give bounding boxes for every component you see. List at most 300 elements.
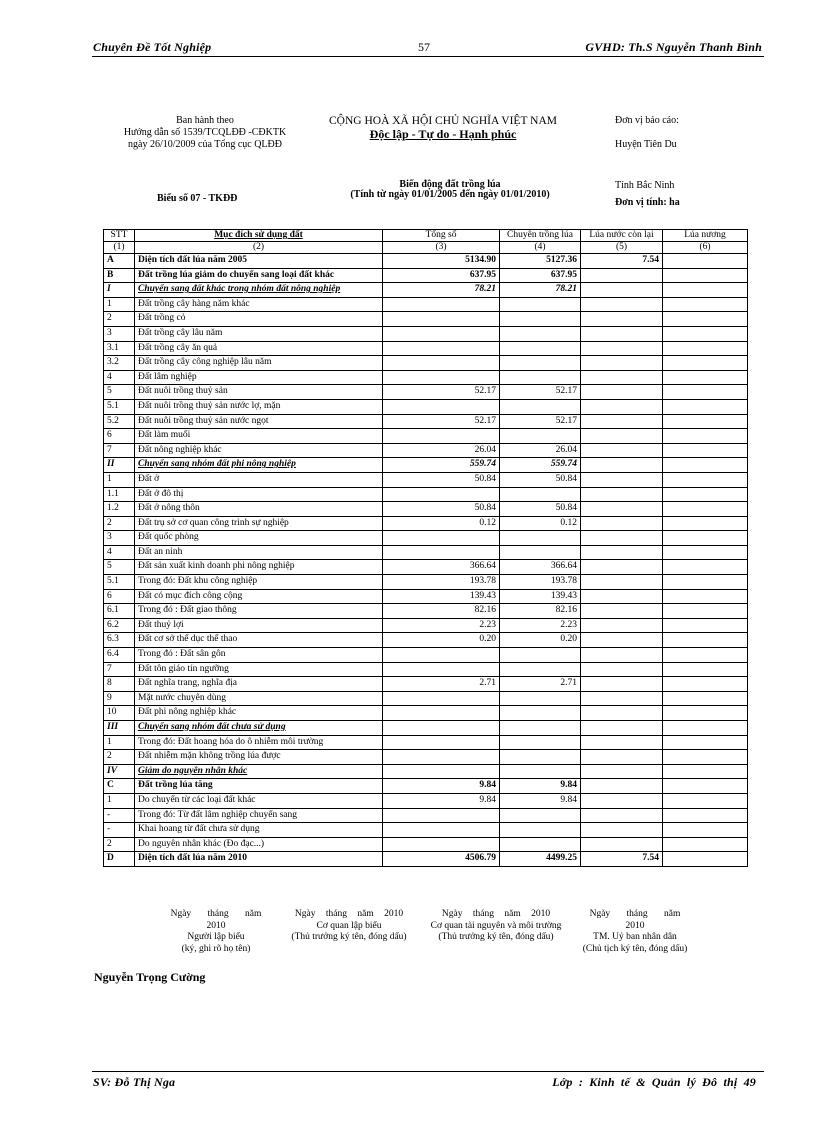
cell-upland-rice [663, 385, 748, 400]
cell-upland-rice [663, 575, 748, 590]
cell-total: 637.95 [383, 268, 500, 283]
table-row [104, 852, 748, 867]
cell-purpose: Đất thuỷ lợi [135, 618, 383, 633]
cell-purpose: Đất phi nông nghiệp khác [135, 706, 383, 721]
cell-purpose: Đất ở nông thôn [135, 502, 383, 517]
cell-total: 0.20 [383, 633, 500, 648]
cell-stt: III [104, 721, 135, 736]
cell-stt: 10 [104, 706, 135, 721]
cell-purpose: Chuyển sang nhóm đất chưa sử dụng [135, 721, 383, 736]
cell-upland-rice [663, 356, 748, 371]
cell-purpose: Đất nuôi trồng thuỷ sản nước ngọt [135, 414, 383, 429]
cell-rice [500, 429, 581, 444]
cell-purpose: Đất trồng cây lâu năm [135, 326, 383, 341]
issuer-block [110, 115, 300, 151]
header-left: Chuyên Đề Tốt Nghiệp [93, 40, 212, 54]
signature-role: Người lập biểu [187, 932, 245, 942]
cell-other-rice [581, 560, 663, 575]
table-row [104, 283, 748, 298]
cell-total [383, 823, 500, 838]
cell-purpose: Trong đó: Đất khu công nghiệp [135, 575, 383, 590]
cell-stt: 5.1 [104, 399, 135, 414]
table-row [104, 691, 748, 706]
cell-other-rice [581, 735, 663, 750]
cell-stt: 6.2 [104, 618, 135, 633]
cell-rice [500, 531, 581, 546]
cell-upland-rice [663, 458, 748, 473]
signature-note: (Thủ trưởng ký tên, đóng dấu) [438, 932, 554, 942]
cell-total: 52.17 [383, 414, 500, 429]
cell-other-rice [581, 721, 663, 736]
cell-purpose: Đất tôn giáo tín ngưỡng [135, 662, 383, 677]
table-row [104, 808, 748, 823]
signature-date: Ngày tháng năm [589, 909, 681, 919]
signature-date-year: 2010 [625, 920, 645, 931]
cell-total [383, 545, 500, 560]
cell-purpose: Do nguyên nhân khác (Đo đạc...) [135, 837, 383, 852]
cell-rice [500, 662, 581, 677]
form-title: Biến động đất trồng lúa [399, 179, 501, 190]
cell-other-rice [581, 793, 663, 808]
cell-stt: C [104, 779, 135, 794]
cell-other-rice [581, 589, 663, 604]
cell-rice: 50.84 [500, 472, 581, 487]
land-change-table [103, 229, 748, 867]
cell-purpose: Đất nuôi trồng thuỷ sản nước lợ, mặn [135, 399, 383, 414]
cell-upland-rice [663, 779, 748, 794]
cell-stt: 3.1 [104, 341, 135, 356]
signature-role: Cơ quan tài nguyên và môi trường [430, 920, 562, 931]
cell-other-rice [581, 487, 663, 502]
cell-rice [500, 648, 581, 663]
cell-stt: 4 [104, 370, 135, 385]
cell-total [383, 370, 500, 385]
cell-upland-rice [663, 764, 748, 779]
cell-other-rice [581, 706, 663, 721]
cell-stt: 6.1 [104, 604, 135, 619]
cell-stt: B [104, 268, 135, 283]
cell-other-rice [581, 516, 663, 531]
cell-rice: 0.12 [500, 516, 581, 531]
cell-stt: - [104, 808, 135, 823]
cell-other-rice [581, 808, 663, 823]
cell-upland-rice [663, 721, 748, 736]
cell-total: 82.16 [383, 604, 500, 619]
cell-stt: II [104, 458, 135, 473]
cell-rice [500, 837, 581, 852]
nation-title: CỘNG HOÀ XÃ HỘI CHỦ NGHĨA VIỆT NAM [329, 115, 557, 127]
cell-other-rice [581, 764, 663, 779]
table-row [104, 560, 748, 575]
table-row [104, 370, 748, 385]
cell-rice [500, 370, 581, 385]
signature-date: Ngày tháng năm 2010 [441, 909, 551, 919]
cell-rice: 78.21 [500, 283, 581, 298]
cell-stt: 1 [104, 735, 135, 750]
cell-rice: 9.84 [500, 779, 581, 794]
footer-rule [92, 1071, 764, 1072]
cell-total: 78.21 [383, 283, 500, 298]
cell-other-rice [581, 268, 663, 283]
cell-total [383, 356, 500, 371]
cell-stt: 6 [104, 429, 135, 444]
cell-stt: I [104, 283, 135, 298]
table-row [104, 604, 748, 619]
cell-other-rice [581, 531, 663, 546]
signature-note: (Chủ tịch ký tên, đóng dấu) [582, 943, 688, 954]
cell-rice: 0.20 [500, 633, 581, 648]
cell-purpose: Đất nghĩa trang, nghĩa địa [135, 677, 383, 692]
table-row [104, 356, 748, 371]
cell-upland-rice [663, 837, 748, 852]
table-row [104, 443, 748, 458]
cell-stt: 1 [104, 297, 135, 312]
cell-stt: 2 [104, 837, 135, 852]
cell-purpose: Diện tích đất lúa năm 2010 [135, 852, 383, 867]
table-row [104, 516, 748, 531]
cell-purpose: Đất nuôi trồng thuỷ sản [135, 385, 383, 400]
cell-other-rice [581, 326, 663, 341]
cell-other-rice [581, 399, 663, 414]
cell-other-rice [581, 472, 663, 487]
table-row [104, 618, 748, 633]
cell-upland-rice [663, 414, 748, 429]
cell-rice [500, 735, 581, 750]
table-row [104, 429, 748, 444]
cell-other-rice [581, 429, 663, 444]
cell-other-rice: 7.54 [581, 852, 663, 867]
cell-upland-rice [663, 750, 748, 765]
cell-upland-rice [663, 326, 748, 341]
signature-role: TM. Uỷ ban nhân dân [593, 932, 677, 942]
cell-purpose: Đất trồng lúa giảm do chuyển sang loại đất khác [135, 268, 383, 283]
cell-other-rice [581, 545, 663, 560]
table-row [104, 648, 748, 663]
table-row [104, 779, 748, 794]
cell-stt: 5.2 [104, 414, 135, 429]
signature-role: Cơ quan lập biểu [316, 920, 382, 931]
table-row [104, 545, 748, 560]
cell-total: 26.04 [383, 443, 500, 458]
cell-rice [500, 356, 581, 371]
header-right: GVHD: Th.S Nguyễn Thanh Bình [585, 40, 762, 54]
cell-upland-rice [663, 589, 748, 604]
cell-purpose: Đất trồng cây công nghiệp lâu năm [135, 356, 383, 371]
cell-total: 9.84 [383, 779, 500, 794]
col-number: (1) [104, 242, 135, 254]
cell-other-rice [581, 779, 663, 794]
table-row [104, 662, 748, 677]
table-row [104, 487, 748, 502]
cell-other-rice: 7.54 [581, 254, 663, 269]
cell-other-rice [581, 502, 663, 517]
cell-stt: D [104, 852, 135, 867]
cell-total [383, 341, 500, 356]
cell-rice [500, 487, 581, 502]
cell-rice [500, 706, 581, 721]
cell-stt: 4 [104, 545, 135, 560]
cell-upland-rice [663, 560, 748, 575]
cell-total: 0.12 [383, 516, 500, 531]
cell-other-rice [581, 414, 663, 429]
cell-upland-rice [663, 648, 748, 663]
table-row [104, 793, 748, 808]
cell-purpose: Diện tích đất lúa năm 2005 [135, 254, 383, 269]
issuer-line: ngày 26/10/2009 của Tổng cục QLĐĐ [128, 139, 282, 150]
nation-motto: Độc lập - Tự do - Hạnh phúc [369, 127, 517, 141]
cell-total: 193.78 [383, 575, 500, 590]
cell-other-rice [581, 618, 663, 633]
cell-rice: 50.84 [500, 502, 581, 517]
header-purpose: Mục đích sử dụng đất [135, 230, 383, 242]
table-row [104, 268, 748, 283]
cell-total: 4506.79 [383, 852, 500, 867]
cell-total [383, 399, 500, 414]
col-number: (6) [663, 242, 748, 254]
signature-date-year: 2010 [206, 920, 226, 931]
cell-upland-rice [663, 735, 748, 750]
cell-stt: 5 [104, 385, 135, 400]
signer-name: Nguyễn Trọng Cường [94, 970, 206, 984]
cell-purpose: Đất cơ sở thể dục thể thao [135, 633, 383, 648]
header-rule [92, 56, 764, 57]
cell-rice [500, 808, 581, 823]
cell-other-rice [581, 312, 663, 327]
cell-upland-rice [663, 793, 748, 808]
signature-note: (ký, ghi rõ họ tên) [181, 943, 251, 954]
cell-purpose: Đất trồng cây hàng năm khác [135, 297, 383, 312]
cell-stt: 7 [104, 662, 135, 677]
cell-rice: 2.23 [500, 618, 581, 633]
cell-total: 559.74 [383, 458, 500, 473]
col-number: (4) [500, 242, 581, 254]
cell-total [383, 750, 500, 765]
cell-upland-rice [663, 691, 748, 706]
report-unit-district: Huyện Tiên Du [615, 139, 677, 150]
cell-rice [500, 823, 581, 838]
cell-rice [500, 721, 581, 736]
table-row [104, 341, 748, 356]
cell-total [383, 531, 500, 546]
cell-total: 366.64 [383, 560, 500, 575]
signature-note: (Thủ trưởng ký tên, đóng dấu) [291, 932, 407, 942]
cell-stt: 8 [104, 677, 135, 692]
cell-upland-rice [663, 662, 748, 677]
table-row [104, 502, 748, 517]
cell-stt: 2 [104, 312, 135, 327]
cell-rice: 559.74 [500, 458, 581, 473]
cell-rice: 4499.25 [500, 852, 581, 867]
cell-purpose: Đất an ninh [135, 545, 383, 560]
cell-stt: 7 [104, 443, 135, 458]
cell-purpose: Chuyển sang đất khác trong nhóm đất nông nghiệp [135, 283, 383, 298]
cell-rice: 82.16 [500, 604, 581, 619]
cell-other-rice [581, 750, 663, 765]
table-row [104, 837, 748, 852]
cell-stt: 5.1 [104, 575, 135, 590]
report-unit-label: Đơn vị báo cáo: [615, 115, 679, 126]
cell-purpose: Giảm do nguyên nhân khác [135, 764, 383, 779]
cell-stt: 1 [104, 472, 135, 487]
cell-rice [500, 691, 581, 706]
signature-resources [426, 909, 566, 944]
cell-purpose: Khai hoang từ đất chưa sử dụng [135, 823, 383, 838]
cell-upland-rice [663, 604, 748, 619]
cell-purpose: Đất trồng cây ăn quả [135, 341, 383, 356]
cell-stt: 2 [104, 516, 135, 531]
column-number-row [104, 242, 748, 254]
cell-purpose: Chuyển sang nhóm đất phi nông nghiệp [135, 458, 383, 473]
cell-total: 2.71 [383, 677, 500, 692]
cell-stt: - [104, 823, 135, 838]
cell-purpose: Trong đó: Từ đất lâm nghiệp chuyển sang [135, 808, 383, 823]
table-row [104, 706, 748, 721]
cell-rice: 52.17 [500, 414, 581, 429]
cell-other-rice [581, 370, 663, 385]
cell-upland-rice [663, 618, 748, 633]
cell-stt: 1 [104, 793, 135, 808]
cell-purpose: Đất nông nghiệp khác [135, 443, 383, 458]
cell-total [383, 808, 500, 823]
cell-stt: 9 [104, 691, 135, 706]
signature-preparer [160, 909, 272, 955]
cell-stt: IV [104, 764, 135, 779]
cell-stt: 2 [104, 750, 135, 765]
header-total: Tổng số [383, 230, 500, 242]
cell-purpose: Trong đó: Đất hoang hóa do ô nhiễm môi trường [135, 735, 383, 750]
table-row [104, 589, 748, 604]
header-rice: Chuyên trồng lúa [500, 230, 581, 242]
col-number: (3) [383, 242, 500, 254]
cell-other-rice [581, 648, 663, 663]
cell-purpose: Đất nhiễm mặn không trồng lúa được [135, 750, 383, 765]
cell-stt: 1.2 [104, 502, 135, 517]
cell-other-rice [581, 604, 663, 619]
cell-stt: 3 [104, 326, 135, 341]
cell-other-rice [581, 443, 663, 458]
cell-purpose: Trong đó : Đất sân gôn [135, 648, 383, 663]
cell-upland-rice [663, 516, 748, 531]
cell-other-rice [581, 691, 663, 706]
cell-purpose: Đất quốc phòng [135, 531, 383, 546]
cell-upland-rice [663, 677, 748, 692]
cell-other-rice [581, 662, 663, 677]
issuer-line: Hướng dẫn số 1539/TCQLĐĐ -CĐKTK [123, 127, 287, 138]
table-row [104, 677, 748, 692]
cell-purpose: Đất làm muối [135, 429, 383, 444]
cell-rice: 52.17 [500, 385, 581, 400]
cell-stt: 5 [104, 560, 135, 575]
cell-total [383, 691, 500, 706]
cell-rice: 2.71 [500, 677, 581, 692]
cell-other-rice [581, 677, 663, 692]
cell-rice: 637.95 [500, 268, 581, 283]
cell-total [383, 326, 500, 341]
cell-upland-rice [663, 706, 748, 721]
cell-purpose: Đất lâm nghiệp [135, 370, 383, 385]
table-row [104, 297, 748, 312]
cell-rice: 26.04 [500, 443, 581, 458]
form-code: Biểu số 07 - TKĐĐ [157, 193, 238, 204]
cell-upland-rice [663, 531, 748, 546]
table-row [104, 764, 748, 779]
cell-total: 50.84 [383, 502, 500, 517]
cell-other-rice [581, 283, 663, 298]
cell-rice: 9.84 [500, 793, 581, 808]
cell-total [383, 297, 500, 312]
report-unit-measure: Đơn vị tính: ha [615, 197, 680, 208]
cell-total: 5134.90 [383, 254, 500, 269]
cell-purpose: Đất ở [135, 472, 383, 487]
cell-other-rice [581, 633, 663, 648]
cell-total [383, 837, 500, 852]
cell-upland-rice [663, 443, 748, 458]
page-number: 57 [418, 40, 430, 54]
table-row [104, 750, 748, 765]
table-row [104, 399, 748, 414]
cell-total [383, 312, 500, 327]
cell-purpose: Đất trồng cỏ [135, 312, 383, 327]
cell-other-rice [581, 458, 663, 473]
cell-upland-rice [663, 502, 748, 517]
signature-committee [576, 909, 694, 955]
cell-rice [500, 764, 581, 779]
cell-upland-rice [663, 254, 748, 269]
footer-left: SV: Đỗ Thị Nga [93, 1075, 176, 1089]
cell-purpose: Đất có mục đích công cộng [135, 589, 383, 604]
nation-block [318, 115, 568, 142]
footer-right: Lớp : Kinh tế & Quản lý Đô thị 49 [552, 1075, 756, 1089]
cell-total: 50.84 [383, 472, 500, 487]
cell-rice [500, 341, 581, 356]
table-row [104, 312, 748, 327]
cell-purpose: Đất trụ sở cơ quan công trình sự nghiệp [135, 516, 383, 531]
form-title-block [330, 180, 570, 200]
issuer-line: Ban hành theo [176, 115, 234, 126]
cell-upland-rice [663, 633, 748, 648]
cell-upland-rice [663, 852, 748, 867]
cell-purpose: Đất trồng lúa tăng [135, 779, 383, 794]
cell-upland-rice [663, 399, 748, 414]
cell-total [383, 648, 500, 663]
table-row [104, 575, 748, 590]
cell-upland-rice [663, 545, 748, 560]
cell-rice: 193.78 [500, 575, 581, 590]
cell-stt: 1.1 [104, 487, 135, 502]
table-row [104, 823, 748, 838]
cell-purpose: Đất ở đô thị [135, 487, 383, 502]
table-row [104, 633, 748, 648]
table-row [104, 326, 748, 341]
table-header-row [104, 230, 748, 242]
cell-upland-rice [663, 808, 748, 823]
cell-upland-rice [663, 429, 748, 444]
cell-rice: 5127.36 [500, 254, 581, 269]
cell-other-rice [581, 385, 663, 400]
signature-agency [280, 909, 418, 944]
cell-rice [500, 312, 581, 327]
header-stt: STT [104, 230, 135, 242]
cell-total [383, 721, 500, 736]
cell-stt: 6.3 [104, 633, 135, 648]
cell-upland-rice [663, 268, 748, 283]
cell-upland-rice [663, 312, 748, 327]
table-row [104, 458, 748, 473]
cell-rice [500, 750, 581, 765]
cell-total [383, 487, 500, 502]
cell-other-rice [581, 823, 663, 838]
signature-date: Ngày tháng năm 2010 [294, 909, 404, 919]
